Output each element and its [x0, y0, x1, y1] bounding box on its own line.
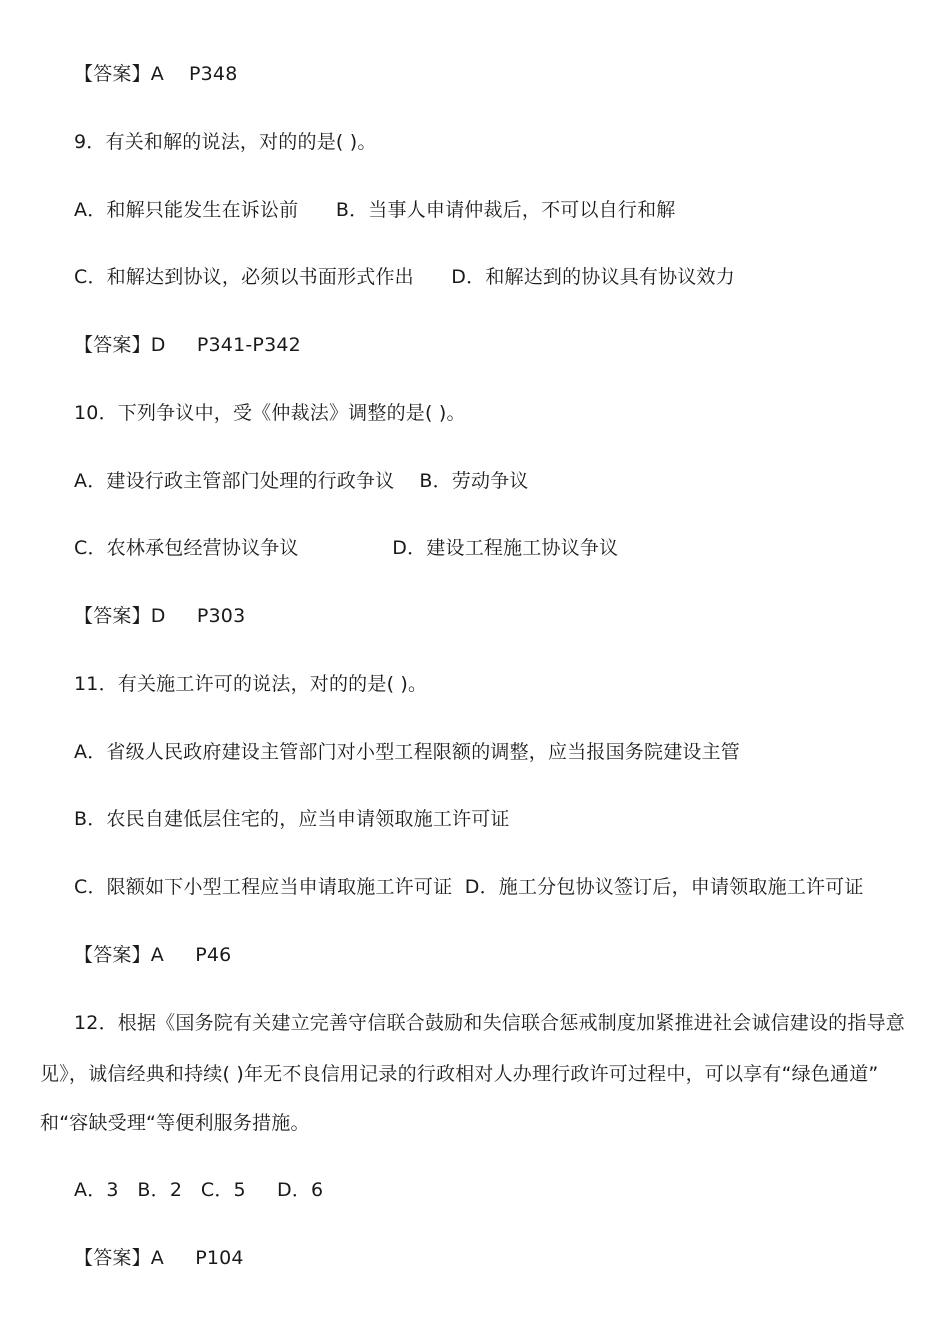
- answer-q12: 【答案】A P104: [74, 1247, 244, 1269]
- options-q9-ab: A．和解只能发生在诉讼前 B．当事人申请仲裁后，不可以自行和解: [74, 199, 676, 221]
- answer-q9: 【答案】D P341-P342: [74, 334, 301, 356]
- question-11: 11．有关施工许可的说法，对的的是( )。: [74, 673, 428, 695]
- question-12-line3: 和“容缺受理“等便利服务措施。: [40, 1112, 310, 1134]
- option-q11-b: B．农民自建低层住宅的，应当申请领取施工许可证: [74, 808, 510, 830]
- answer-q8: 【答案】A P348: [74, 63, 238, 85]
- question-12-line2: 见》，诚信经典和持续( )年无不良信用记录的行政相对人办理行政许可过程中，可以享有“绿色通道”: [40, 1063, 879, 1085]
- answer-q11: 【答案】A P46: [74, 944, 232, 966]
- options-q11-cd: C．限额如下小型工程应当申请取施工许可证 D．施工分包协议签订后，申请领取施工许可证: [74, 876, 864, 898]
- question-10: 10．下列争议中，受《仲裁法》调整的是( )。: [74, 402, 466, 424]
- options-q9-cd: C．和解达到协议，必须以书面形式作出 D．和解达到的协议具有协议效力: [74, 266, 735, 288]
- option-q11-a: A．省级人民政府建设主管部门对小型工程限额的调整，应当报国务院建设主管: [74, 741, 740, 763]
- question-12-line1: 12．根据《国务院有关建立完善守信联合鼓励和失信联合惩戒制度加紧推进社会诚信建设的指导意: [74, 1012, 905, 1034]
- answer-q10: 【答案】D P303: [74, 605, 246, 627]
- options-q10-cd: C．农林承包经营协议争议 D．建设工程施工协议争议: [74, 537, 619, 559]
- options-q12: A．3 B．2 C．5 D．6: [74, 1179, 324, 1201]
- question-9: 9．有关和解的说法，对的的是( )。: [74, 131, 377, 153]
- options-q10-ab: A．建设行政主管部门处理的行政争议 B．劳动争议: [74, 470, 529, 492]
